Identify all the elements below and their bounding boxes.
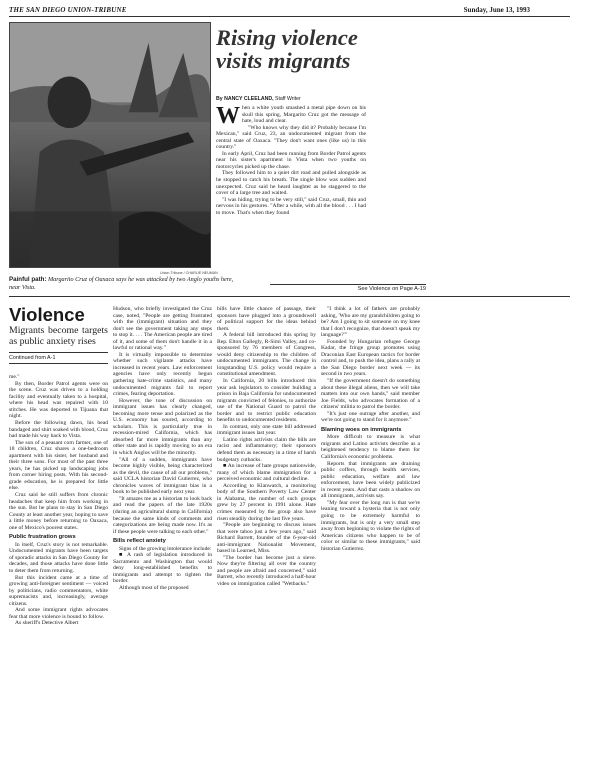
paragraph: Reports that immigrants are draining public coffers, through health services, public education, welfare and law enforcement, have been widely publicized in recent years. And that casts a shadow on all immigrants, activists say.	[321, 460, 420, 500]
issue-date: Sunday, June 13, 1993	[463, 6, 530, 14]
caption-text: Margarito Cruz of Oaxaca says he was attacked by two Anglo youths here, near Vista.	[9, 276, 234, 291]
jump-reference[interactable]: See Violence on Page A-19	[270, 284, 426, 292]
news-photo	[9, 22, 211, 268]
subhead-public-frustration: Public frustration grows	[9, 534, 76, 541]
paragraph: "All of a sudden, immigrants have become highly visible, being characterized as the devil, the cause of all our problems," said UCLA historian David Gutierrez, who chronicles waves of immigrant bias in a book to be published early next year.	[113, 456, 212, 496]
paragraph: Latino rights activists claim the bills are racist and inflammatory; their sponsors defend them as necessary in a time of harsh budgetary cutbacks.	[217, 436, 316, 463]
paragraph: "It amazes me as a historian to look back and read the papers of the late 1920s (during an agricultural slump in California) because the same kinds of comments and categorizations are being made now. It's as if these people were talking to each other."	[113, 495, 212, 535]
paragraph: And some immigrant rights advocates fear that more violence is bound to follow.	[9, 607, 108, 620]
paragraph: Cruz said he still suffers from chronic headaches that keep him from working in the sun. But he plans to stay in San Diego County at least another year, hoping to save a little money before returning to Oaxaca, one of Mexico's poorest states.	[9, 491, 108, 531]
paragraph: bills have little chance of passage, their sponsors have plugged into a groundswell of political support for the ideas behind them.	[217, 306, 316, 332]
column-3	[217, 306, 316, 588]
drop-cap: W	[216, 103, 240, 129]
subhead-bills: Bills reflect anxiety	[113, 538, 166, 545]
jump-deck: Migrants become targets as public anxiety rises	[9, 325, 108, 347]
paragraph: A federal bill introduced this spring by Rep. Elton Gallegly, R-Simi Valley, and co-sponsored by 76 members of Congress, would deny citizenship to the children of undocumented immigrants. The change in longstanding U.S. policy would require a constitutional amendment.	[217, 332, 316, 378]
paragraph: The son of a peasant corn farmer, one of 18 children, Cruz shares a one-bedroom apartment with his sister, her husband and their three sons. For most of the past three years, he has picked up landscaping jobs from corner hiring posts. With his second-grade education, he is prepared for little else.	[9, 439, 108, 492]
column-2b-text	[113, 546, 212, 592]
column-4b-text	[321, 434, 420, 552]
section-divider	[9, 296, 570, 297]
paragraph: Before the following dawn, his head bandaged and shirt soaked with blood, Cruz had made his way back to Vista.	[9, 419, 108, 440]
paragraph: More difficult to measure is what migrants and Latino activists describe as a heightened tendency to blame them for California's economic problems.	[321, 434, 420, 461]
paragraph: In itself, Cruz's story is not remarkable. Undocumented migrants have been targets of sporadic attacks in San Diego County for decades, and those attacks have done little to deter them from returning.	[9, 541, 108, 574]
paragraph: Hudson, who briefly investigated the Cruz case, noted, "People are getting frustrated with the (immigrant) situation and they don't see the government taking any steps to stop it. . . . The American people are tired of it, and some of them don't handle it in a lawful or rational way."	[113, 306, 212, 352]
headline: Rising violence visits migrants	[216, 25, 358, 73]
paper-name: THE SAN DIEGO UNION-TRIBUNE	[9, 6, 127, 14]
photo-illustration	[10, 23, 210, 267]
paragraph: Although most of the proposed	[119, 584, 189, 591]
paragraph: In contrast, only one state bill addressed immigrant issues last year.	[217, 423, 316, 437]
paragraph: "People are beginning to discuss issues that were taboo just a few years ago," said Richard Barrett, founder of the 6-year-old anti-immigrant Nationalist Movement, based in Learned, Miss.	[217, 522, 316, 555]
column-4	[321, 306, 420, 552]
lead-paragraph	[216, 103, 366, 129]
paragraph: "If the government doesn't do something about these illegal aliens, then we will take matters into our own hands," said member Joe Fields, who advocates formation of a citizens' militia to patrol the border.	[321, 378, 420, 411]
paragraph: "My fear over the long run is that we're leaning toward a hysteria that is not only going to be extremely harmful to immigrants, but is only a very small step away from beginning to violate the rights of American citizens who happen to be of color or similar to these immigrants," said historian Gutierrez.	[321, 499, 420, 552]
paragraph: Founded by Hungarian refugee George Kadar, the fringe group promotes using Draconian East European tactics for border control and, to push the idea, plans a rally at the San Diego border next week — its second in two years.	[321, 338, 420, 378]
paragraph: They followed him to a quiet dirt road and pulled alongside as he stopped to catch his breath. The single blow was sudden and unexpected. Cruz said he heard laughter as he staggered to the cover of a large tree and waited.	[216, 170, 366, 197]
paragraph: ■ A rash of legislation introduced in Sacramento and Washington that would deny long-established benefits to immigrants and attempt to tighten the border.	[113, 552, 212, 585]
byline-role: Staff Writer	[275, 96, 301, 102]
paragraph: However, the tone of discussion on immigrant issues has clearly changed, becoming more tense and polarized as the U.S. economy has soured, according to scholars. This is particularly true in recession-mired California, which has absorbed far more immigrants than any other state and is rapidly moving to an era in which Anglos will be the minority.	[113, 397, 212, 457]
lead-story-body	[216, 125, 366, 217]
paragraph: According to Klanwatch, a monitoring body of the Southern Poverty Law Center in Alabama, the number of such groups grew by 27 percent in 1991 alone. Hate crimes measured by the group also have risen steadily during the last five years.	[217, 482, 316, 522]
column-1b-text	[9, 542, 108, 627]
photo-credit: Union-Tribune / CHARLIE NEUMAN	[160, 271, 218, 275]
byline	[216, 96, 301, 102]
masthead	[9, 3, 570, 17]
paragraph: "It's just one outrage after another, and we're not going to stand for it anymore."	[321, 410, 420, 424]
paragraph: By then, Border Patrol agents were on the scene. Cruz was driven to a holding facility and eventually taken to a hospital, where his head was repaired with 10 stitches. He was deported to Tijuana that night.	[9, 380, 108, 420]
paragraph: Signs of the growing intolerance include:	[119, 545, 212, 552]
paragraph: "Who knows why they did it? Probably because I'm Mexican," said Cruz, 23, an undocumented migrant from the central state of Oaxaca. "They don't want ones (like us) in this country."	[216, 124, 366, 151]
paragraph: As sheriff's Detective Albert	[15, 620, 79, 627]
continued-from: Continued from A-1	[9, 352, 108, 365]
lead-text: hen a white youth smashed a metal pipe down on his skull this spring, Margarito Cruz got the message of hate, loud and clear.	[242, 105, 366, 125]
column-3-text	[217, 306, 316, 588]
paragraph: In early April, Cruz had been running from Border Patrol agents near his sister's apartment in Vista when two youths on motorcycles picked up the chase.	[216, 150, 366, 170]
paragraph: "I think a lot of fathers are probably asking, 'Who are my grandchildren going to be? Am I going to sit someone on my knee that I don't recognize, that doesn't speak my language?'"	[321, 306, 420, 339]
column-2-text	[113, 306, 212, 535]
jump-headline: Violence	[9, 304, 85, 325]
paragraph: ■ An increase of hate groups nationwide, many of which blame immigration for a perceived economic and cultural decline.	[217, 463, 316, 483]
paragraph: "I was hiding, trying to be very still," said Cruz, small, thin and nervous in his gestures. "After a while, with all the blood . . . I had to move. That's when they found	[216, 196, 366, 216]
paragraph: It is virtually impossible to determine whether such vigilante attacks have increased in recent years. Law enforcement agencies have only recently begun gathering hate-crime statistics, and many undocumented migrants fail to report crimes, fearing deportation.	[113, 351, 212, 398]
subhead-blaming: Blaming woes on immigrants	[321, 426, 402, 433]
caption-lead: Painful path:	[9, 276, 47, 283]
photo-caption	[9, 276, 239, 291]
paragraph: "The border has become just a sieve. Now they're filtering all over the country and people are afraid and concerned," said Barrett, who recently introduced a half-hour video on immigration called "Wetbacks."	[217, 554, 316, 587]
column-2	[113, 306, 212, 592]
column-4-text	[321, 306, 420, 424]
paragraph: In California, 20 bills introduced this year ask legislators to consider building a prison in Baja California for undocumented migrants convicted of felonies, to authorize use of the National Guard to patrol the border and to restrict public education benefits to undocumented residents.	[217, 378, 316, 424]
paragraph: me."	[9, 374, 20, 381]
paragraph: But this incident came at a time of growing anti-foreigner sentiment — voiced by politicians, radio commentators, white supremacists and, increasingly, average citizens.	[9, 574, 108, 607]
column-1	[9, 306, 108, 627]
lead-story	[216, 105, 366, 216]
byline-name: By NANCY CLEELAND,	[216, 96, 274, 102]
column-1-text	[9, 374, 108, 531]
